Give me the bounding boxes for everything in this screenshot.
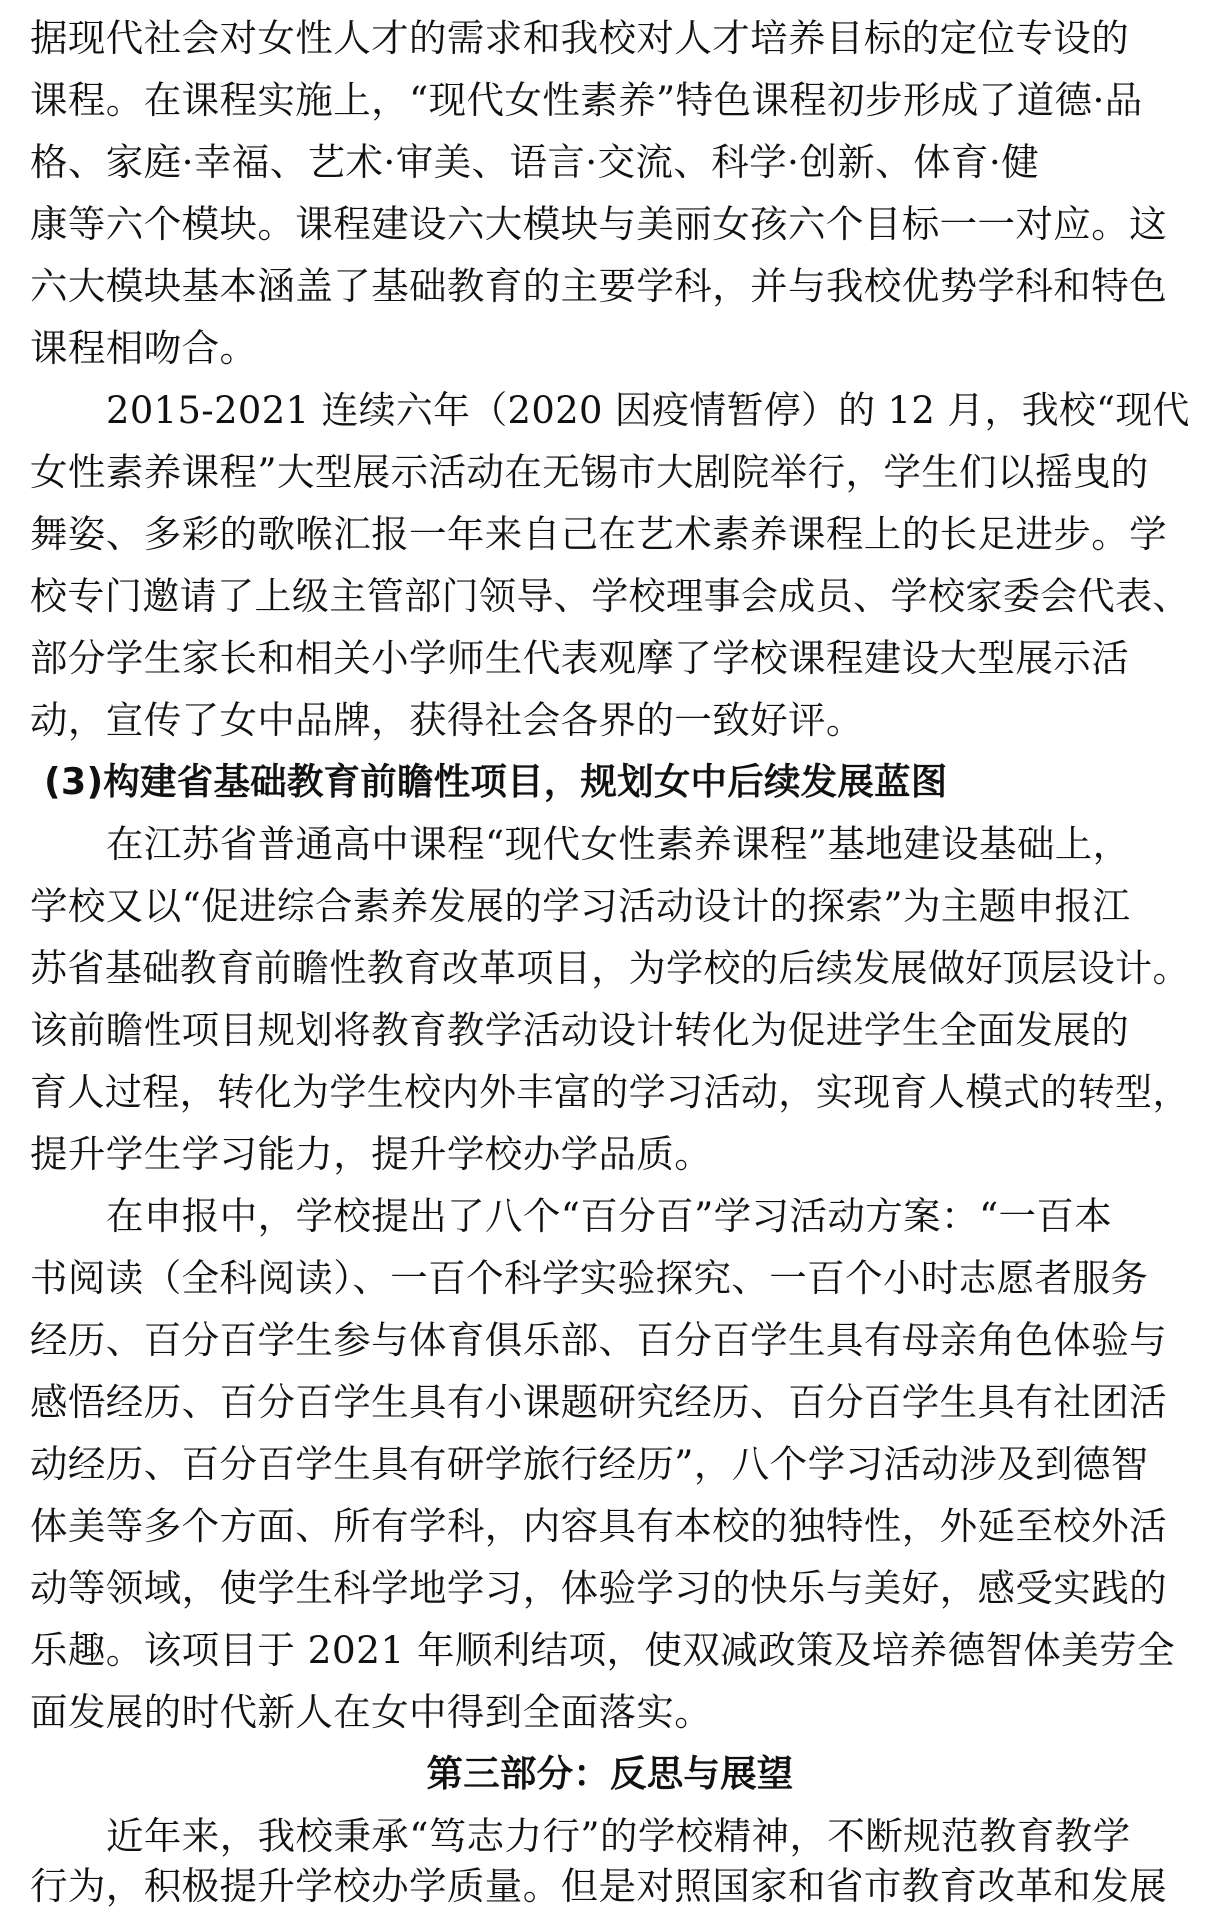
paragraph-5-line-2: 行为，积极提升学校办学质量。但是对照国家和省市教育改革和发展 (30, 1864, 1167, 1908)
paragraph-3-line-3: 苏省基础教育前瞻性教育改革项目，为学校的后续发展做好顶层设计。 (30, 946, 1190, 990)
paragraph-4-line-6: 体美等多个方面、所有学科，内容具有本校的独特性，外延至校外活 (30, 1504, 1167, 1548)
paragraph-2-line-4: 校专门邀请了上级主管部门领导、学校理事会成员、学校家委会代表、 (30, 574, 1190, 618)
paragraph-3-line-6: 提升学生学习能力，提升学校办学品质。 (30, 1132, 713, 1176)
paragraph-1-line-5: 六大模块基本涵盖了基础教育的主要学科，并与我校优势学科和特色 (30, 264, 1167, 308)
paragraph-4-line-9: 面发展的时代新人在女中得到全面落实。 (30, 1690, 713, 1734)
paragraph-3-line-4: 该前瞻性项目规划将教育教学活动设计转化为促进学生全面发展的 (30, 1008, 1130, 1052)
paragraph-4-line-8: 乐趣。该项目于 2021 年顺利结项，使双减政策及培养德智体美劳全 (30, 1628, 1175, 1672)
paragraph-5-line-1: 近年来，我校秉承“笃志力行”的学校精神，不断规范教育教学 (106, 1814, 1131, 1858)
paragraph-4-line-2: 书阅读（全科阅读）、一百个科学实验探究、一百个小时志愿者服务 (30, 1256, 1149, 1300)
paragraph-2-line-2: 女性素养课程”大型展示活动在无锡市大剧院举行，学生们以摇曳的 (30, 450, 1149, 494)
paragraph-4-line-7: 动等领域，使学生科学地学习，体验学习的快乐与美好，感受实践的 (30, 1566, 1167, 1610)
part-heading: 第三部分：反思与展望 (426, 1752, 794, 1795)
section-heading: (3)构建省基础教育前瞻性项目，规划女中后续发展蓝图 (44, 760, 948, 803)
paragraph-1-line-1: 据现代社会对女性人才的需求和我校对人才培养目标的定位专设的 (30, 16, 1130, 60)
paragraph-2-line-3: 舞姿、多彩的歌喉汇报一年来自己在艺术素养课程上的长足进步。学 (30, 512, 1167, 556)
paragraph-3-line-1: 在江苏省普通高中课程“现代女性素养课程”基地建设基础上， (106, 822, 1131, 866)
paragraph-2-line-5: 部分学生家长和相关小学师生代表观摩了学校课程建设大型展示活 (30, 636, 1130, 680)
paragraph-2-line-1: 2015-2021 连续六年（2020 因疫情暂停）的 12 月，我校“现代 (106, 388, 1190, 432)
paragraph-1-line-3: 格、家庭·幸福、艺术·审美、语言·交流、科学·创新、体育·健 (30, 140, 1040, 184)
paragraph-4-line-4: 感悟经历、百分百学生具有小课题研究经历、百分百学生具有社团活 (30, 1380, 1167, 1424)
paragraph-4-line-1: 在申报中，学校提出了八个“百分百”学习活动方案：“一百本 (106, 1194, 1113, 1238)
paragraph-3-line-5: 育人过程，转化为学生校内外丰富的学习活动，实现育人模式的转型， (30, 1070, 1190, 1114)
paragraph-1-line-6: 课程相吻合。 (30, 326, 258, 370)
paragraph-4-line-5: 动经历、百分百学生具有研学旅行经历”，八个学习活动涉及到德智 (30, 1442, 1149, 1486)
paragraph-1-line-4: 康等六个模块。课程建设六大模块与美丽女孩六个目标一一对应。这 (30, 202, 1167, 246)
paragraph-4-line-3: 经历、百分百学生参与体育俱乐部、百分百学生具有母亲角色体验与 (30, 1318, 1167, 1362)
paragraph-1-line-2: 课程。在课程实施上，“现代女性素养”特色课程初步形成了道德·品 (30, 78, 1143, 122)
paragraph-3-line-2: 学校又以“促进综合素养发展的学习活动设计的探索”为主题申报江 (30, 884, 1131, 928)
paragraph-2-line-6: 动，宣传了女中品牌，获得社会各界的一致好评。 (30, 698, 864, 742)
